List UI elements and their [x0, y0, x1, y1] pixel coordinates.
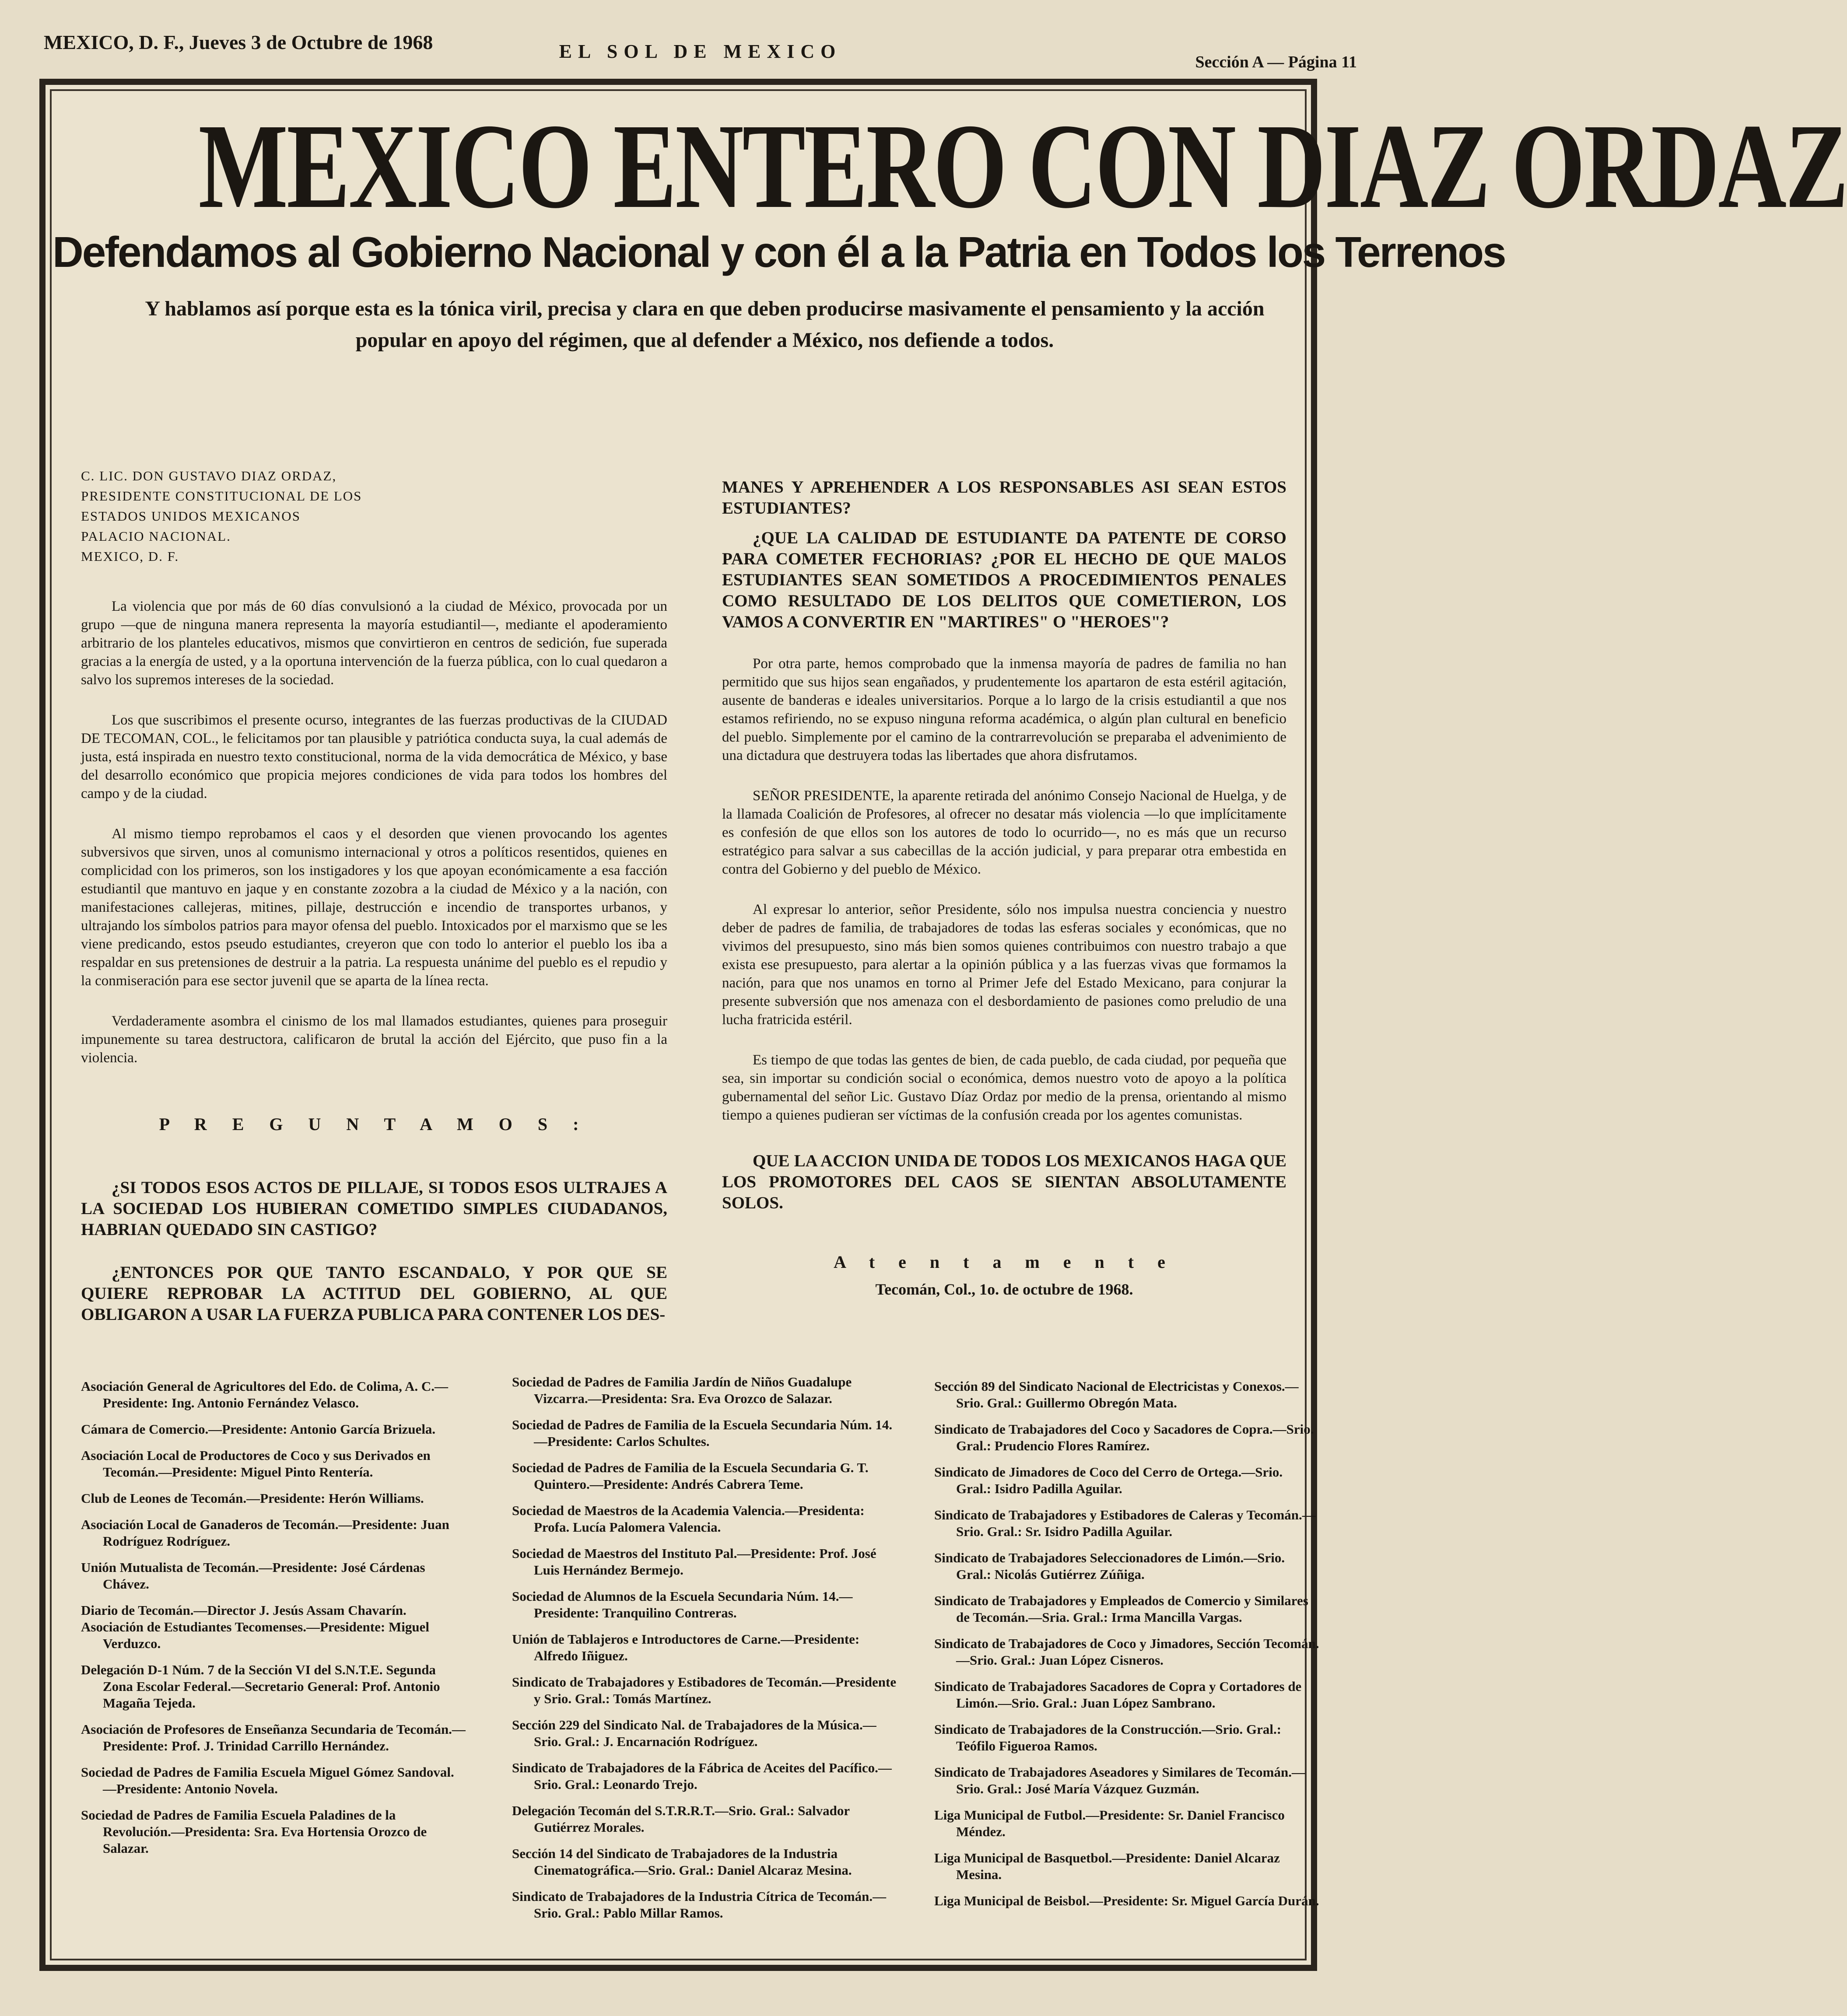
atentamente: A t e n t a m e n t e: [834, 1252, 1175, 1272]
signatory: Club de Leones de Tecomán.—Presidente: Herón Williams.: [81, 1491, 424, 1506]
address-line: ESTADOS UNIDOS MEXICANOS: [81, 508, 301, 524]
body-paragraph: Es tiempo de que todas las gentes de bien, de cada pueblo, de cada ciudad, por pequeña que sea, sin importar su condición social o económica, demos nuestro voto de apoyo a la política gubernamental del señor Lic. Gustavo Díaz Ordaz por medio de la prensa, orientando al mismo tiempo a quienes pudieran ser víctimas de la confusión creada por los agentes comunistas.: [722, 1052, 1286, 1123]
body-paragraph: La violencia que por más de 60 días convulsionó a la ciudad de México, provocada por un grupo —que de ninguna manera representa la mayoría estudiantil—, mediante el apoderamiento arbitrario de los planteles educativos, mismos que convirtieron en centros de sedición, fue superada gracias a la energía de usted, y a la oportuna intervención de la fuerza pública, con lo cual quedaron a salvo los supremos intereses de la sociedad.: [81, 598, 667, 688]
headline: MEXICO ENTERO CON DIAZ ORDAZ: [198, 99, 1847, 234]
closing-statement: QUE LA ACCION UNIDA DE TODOS LOS MEXICANOS HAGA QUE LOS PROMOTORES DEL CAOS SE SIENTAN ABSOLUTAMENTE SOLOS.: [722, 1152, 1286, 1212]
signatory: Asociación de Estudiantes Tecomenses.—Presidente: Miguel Verduzco.: [81, 1619, 429, 1651]
body-paragraph: SEÑOR PRESIDENTE, la aparente retirada del anónimo Consejo Nacional de Huelga, y de la llamada Coalición de Profesores, al ofrecer no desatar más violencia —lo que implícitamente es confesión de que ellos son los autores de todo lo ocurrido—, no es más que un recurso estratégico para salvar a sus cabecillas de la acción judicial, y para preparar otra embestida en contra del Gobierno y del pueblo de México.: [722, 788, 1286, 877]
signatory: Sindicato de Trabajadores de la Fábrica de Aceites del Pacífico.—Srio. Gral.: Leonardo Trejo.: [512, 1760, 892, 1792]
place-date: Tecomán, Col., 1o. de octubre de 1968.: [875, 1281, 1133, 1298]
body-paragraph: Al mismo tiempo reprobamos el caos y el desorden que vienen provocando los agentes subversivos que sirven, unos al comunismo internacional y otros a políticos resentidos, quienes en complicidad con los primeros, son los instigadores y los que apoyan económicamente a esa facción estudiantil que mantuvo en jaque y en constante zozobra a la ciudad de México y a la nación, con manifestaciones callejeras, mitines, pillaje, destrucción e incendio de transportes urbanos, y ultrajando los símbolos patrios para mayor ofensa del pueblo. Intoxicados por el marxismo que se les viene predicando, estos pseudo estudiantes, creyeron que con todo lo anterior el pueblo los iba a respaldar en sus pretensiones de destruir a la patria. La respuesta unánime del pueblo es el repudio y la conmiseración para ese sector juvenil que se aparta de la línea recta.: [81, 826, 667, 989]
signatory: Delegación Tecomán del S.T.R.R.T.—Srio. Gral.: Salvador Gutiérrez Morales.: [512, 1803, 850, 1835]
lead-paragraph: Y hablamos así porque esta es la tónica viril, precisa y clara en que deben producirse masivamente el pensamiento y la acción popular en apoyo del régimen, que al defender a México, nos defiende a todos.: [145, 297, 1265, 352]
signatory: Sindicato de Trabajadores y Estibadores de Tecomán.—Presidente y Srio. Gral.: Tomás Martínez.: [512, 1674, 897, 1706]
signatory: Unión de Tablajeros e Introductores de Carne.—Presidente: Alfredo Iñiguez.: [512, 1631, 860, 1663]
body-paragraph: Por otra parte, hemos comprobado que la inmensa mayoría de padres de familia no han permitido que sus hijos sean engañados, y prudentemente los apartaron de esta estéril agitación, ausente de banderas e ideales universitarios. Porque a lo largo de la crisis estudiantil a que nos estamos refiriendo, no se expuso ninguna reforma académica, o algún plan cultural en beneficio del pueblo. Simplemente por el camino de la contrarrevolución se preparaba el advenimiento de una dictadura que destruyera todas las libertades que ahora disfrutamos.: [722, 656, 1286, 763]
signatory: Liga Municipal de Futbol.—Presidente: Sr. Daniel Francisco Méndez.: [934, 1807, 1285, 1839]
continued-question: MANES Y APREHENDER A LOS RESPONSABLES ASI SEAN ESTOS ESTUDIANTES?: [722, 478, 1286, 518]
signatory: Sociedad de Alumnos de la Escuela Secundaria Núm. 14.—Presidente: Tranquilino Contreras.: [512, 1589, 853, 1620]
signatory: Sección 229 del Sindicato Nal. de Trabajadores de la Música.—Srio. Gral.: J. Encarnación Rodríguez.: [512, 1717, 876, 1749]
signatory: Sociedad de Padres de Familia Jardín de Niños Guadalupe Vizcarra.—Presidenta: Sra. Eva Orozco de Salazar.: [512, 1374, 852, 1406]
signatory: Sociedad de Padres de Familia de la Escuela Secundaria Núm. 14.—Presidente: Carlos Schultes.: [512, 1417, 893, 1449]
signatory: Sindicato de Trabajadores del Coco y Sacadores de Copra.—Srio. Gral.: Prudencio Flores Ramírez.: [934, 1421, 1314, 1453]
left-column: [81, 466, 667, 1347]
masthead: [44, 31, 1357, 79]
signatory: Sociedad de Padres de Familia Escuela Paladines de la Revolución.—Presidenta: Sra. Eva Hortensia Orozco de Salazar.: [81, 1807, 427, 1856]
signatory: Unión Mutualista de Tecomán.—Presidente: José Cárdenas Chávez.: [81, 1560, 425, 1592]
signatory: Sociedad de Padres de Familia Escuela Miguel Gómez Sandoval.—Presidente: Antonio Novela.: [81, 1764, 454, 1796]
signatory: Asociación de Profesores de Enseñanza Secundaria de Tecomán.—Presidente: Prof. J. Trinidad Carrillo Hernández.: [81, 1722, 466, 1754]
signatory: Sindicato de Trabajadores Sacadores de Copra y Cortadores de Limón.—Srio. Gral.: Juan López Sambrano.: [934, 1679, 1302, 1711]
signatory: Diario de Tecomán.—Director J. Jesús Assam Chavarín.: [81, 1603, 407, 1618]
masthead-newspaper-name: EL SOL DE MEXICO: [559, 41, 842, 62]
signatory: Cámara de Comercio.—Presidente: Antonio García Brizuela.: [81, 1421, 436, 1437]
signatory: Sindicato de Trabajadores Aseadores y Similares de Tecomán.—Srio. Gral.: José María Vázquez Guzmán.: [934, 1764, 1305, 1796]
body-paragraph: Los que suscribimos el presente ocurso, integrantes de las fuerzas productivas de la CIUDAD DE TECOMAN, COL., le felicitamos por tan plausible y patriótica conducta suya, la cual además de justa, está inspirada en nuestro texto constitucional, norma de la vida democrática de México, y base del desarrollo económico que propicia mejores condiciones de vida para todos los hombres del campo y de la ciudad.: [81, 712, 667, 802]
signatory: Sociedad de Maestros de la Academia Valencia.—Presidenta: Profa. Lucía Palomera Valencia.: [512, 1503, 865, 1535]
subheadline: Defendamos al Gobierno Nacional y con él a la Patria en Todos los Terrenos: [53, 228, 1505, 276]
signatory: Sindicato de Trabajadores y Estibadores de Caleras y Tecomán.—Srio. Gral.: Sr. Isidro Padilla Aguilar.: [934, 1507, 1316, 1539]
signatory: Sección 89 del Sindicato Nacional de Electricistas y Conexos.—Srio. Gral.: Guillermo Obregón Mata.: [934, 1379, 1299, 1410]
question-paragraph: ¿ENTONCES POR QUE TANTO ESCANDALO, Y POR QUE SE QUIERE REPROBAR LA ACTITUD DEL GOBIERNO, AL QUE OBLIGARON A USAR LA FUERZA PUBLICA PARA CONTENER LOS DES-: [81, 1263, 667, 1324]
question-paragraph: ¿QUE LA CALIDAD DE ESTUDIANTE DA PATENTE DE CORSO PARA COMETER FECHORIAS? ¿POR EL HECHO DE QUE MALOS ESTUDIANTES SEAN SOMETIDOS A PROCEDIMIENTOS PENALES COMO RESULTADO DE LOS DELITOS QUE COMETIERON, LOS VAMOS A CONVERTIR EN "MARTIRES" O "HEROES"?: [722, 528, 1286, 631]
signatory: Sindicato de Trabajadores Seleccionadores de Limón.—Srio. Gral.: Nicolás Gutiérrez Zúñiga.: [934, 1550, 1285, 1582]
masthead-section-page: Sección A — Página 11: [1195, 53, 1357, 71]
signatory: Sección 14 del Sindicato de Trabajadores de la Industria Cinematográfica.—Srio. Gral.: Daniel Alcaraz Mesina.: [512, 1846, 852, 1878]
signatory: Sociedad de Padres de Familia de la Escuela Secundaria G. T. Quintero.—Presidente: Andrés Cabrera Teme.: [512, 1460, 869, 1492]
masthead-dateline: MEXICO, D. F., Jueves 3 de Octubre de 1968: [44, 31, 433, 53]
body-paragraph: Verdaderamente asombra el cinismo de los mal llamados estudiantes, quienes para proseguir impunemente su tarea destructora, calificaron de brutal la acción del Ejército, que puso fin a la violencia.: [81, 1013, 667, 1066]
question-paragraph: ¿SI TODOS ESOS ACTOS DE PILLAJE, SI TODOS ESOS ULTRAJES A LA SOCIEDAD LOS HUBIERAN COMETIDO SIMPLES CIUDADANOS, HABRIAN QUEDADO SIN CASTIGO?: [81, 1178, 667, 1239]
signatory: Sindicato de Trabajadores de la Industria Cítrica de Tecomán.—Srio. Gral.: Pablo Millar Ramos.: [512, 1889, 887, 1921]
signatories-column-1: [81, 1378, 466, 1866]
signatory: Sociedad de Maestros del Instituto Pal.—Presidente: Prof. José Luis Hernández Bermejo.: [512, 1546, 876, 1578]
signatories-column-2: [512, 1374, 897, 1931]
body-paragraph: Al expresar lo anterior, señor Presidente, sólo nos impulsa nuestra conciencia y nuestro deber de padres de familia, de trabajadores de todas las esferas sociales y económicas, que no vivimos del presupuesto, sino más bien somos quienes contribuimos con nuestro trabajo a que exista ese presupuesto, para alertar a la opinión pública y a las fuerzas vivas que formamos la nación, para que nos unamos en torno al Primer Jefe del Estado Mexicano, para conjurar la presente subversión que nos amenaza con el desbordamiento de pasiones como preludio de una lucha fratricida estéril.: [722, 902, 1286, 1028]
address-block: [81, 466, 667, 567]
signatory: Liga Municipal de Basquetbol.—Presidente: Daniel Alcaraz Mesina.: [934, 1850, 1280, 1882]
address-line: PRESIDENTE CONSTITUCIONAL DE LOS: [81, 488, 362, 504]
signatory: Sindicato de Trabajadores y Empleados de Comercio y Similares de Tecomán.—Sria. Gral.: Irma Mancilla Vargas.: [934, 1593, 1308, 1625]
signatory: Asociación General de Agricultores del Edo. de Colima, A. C.—Presidente: Ing. Antonio Fernández Velasco.: [81, 1379, 448, 1410]
signatory: Sindicato de Jimadores de Coco del Cerro de Ortega.—Srio. Gral.: Isidro Padilla Aguilar.: [934, 1464, 1283, 1496]
signatory: Liga Municipal de Beisbol.—Presidente: Sr. Miguel García Durán.: [934, 1893, 1319, 1908]
right-column: [722, 477, 1286, 1298]
address-line: PALACIO NACIONAL.: [81, 528, 231, 544]
signatory: Sindicato de Trabajadores de Coco y Jimadores, Sección Tecomán.—Srio. Gral.: Juan López Cisneros.: [934, 1636, 1319, 1668]
address-line: MEXICO, D. F.: [81, 549, 179, 564]
signatories-column-3: [934, 1378, 1319, 1919]
signatory: Sindicato de Trabajadores de la Construcción.—Srio. Gral.: Teófilo Figueroa Ramos.: [934, 1722, 1282, 1754]
signatory: Asociación Local de Ganaderos de Tecomán.—Presidente: Juan Rodríguez Rodríguez.: [81, 1517, 449, 1549]
address-line: C. LIC. DON GUSTAVO DIAZ ORDAZ,: [81, 468, 337, 483]
signatory: Asociación Local de Productores de Coco y sus Derivados en Tecomán.—Presidente: Miguel Pinto Rentería.: [81, 1448, 431, 1480]
preguntamos-heading: P R E G U N T A M O S :: [159, 1114, 589, 1134]
signatory: Delegación D-1 Núm. 7 de la Sección VI del S.N.T.E. Segunda Zona Escolar Federal.—Secretario General: Prof. Antonio Magaña Tejeda.: [81, 1662, 440, 1711]
